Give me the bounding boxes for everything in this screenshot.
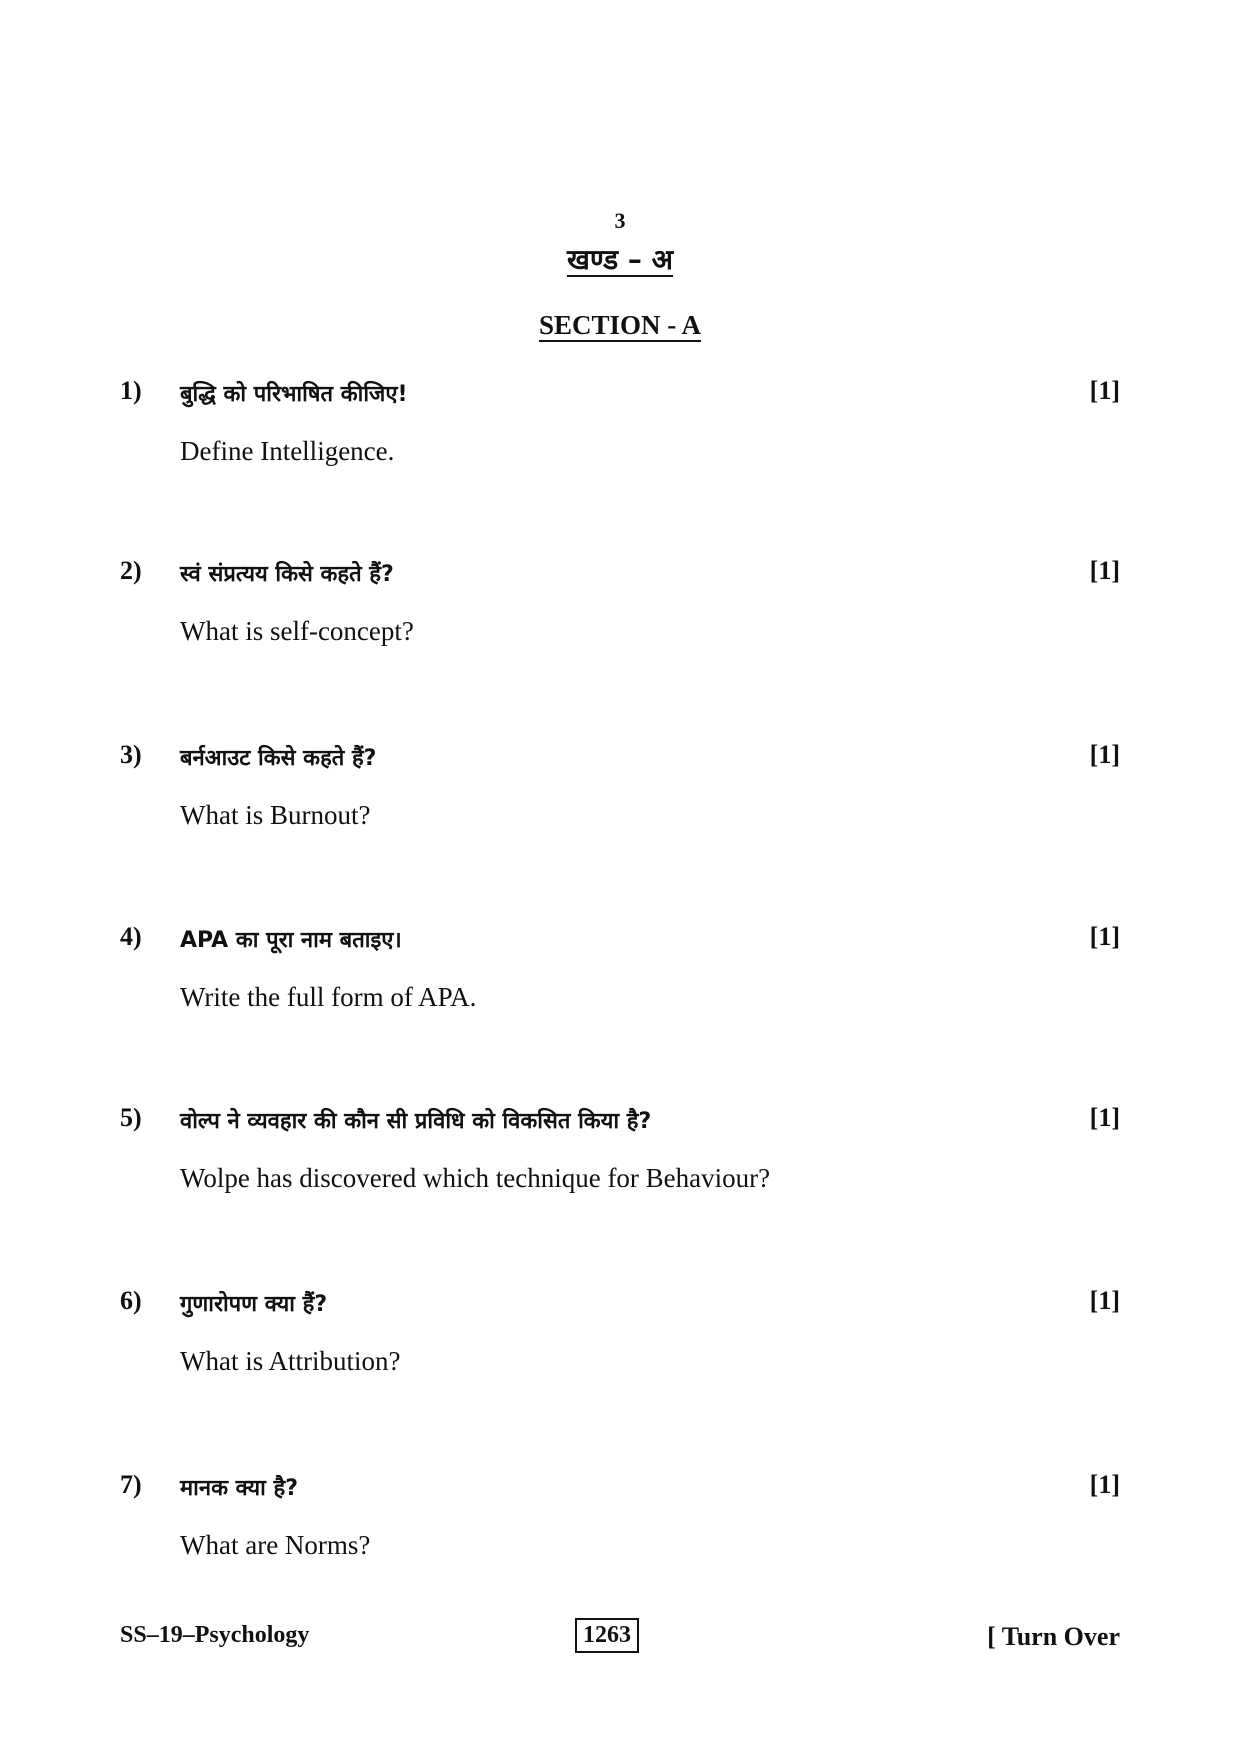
question-number: 7) [120,1470,142,1499]
question-number: 2) [120,556,142,585]
question-text-hindi: बुद्धि को परिभाषित कीजिए! [180,382,408,407]
question-number: 4) [120,922,142,951]
question-6 [120,1286,1120,1436]
question-2 [120,556,1120,706]
question-7 [120,1470,1120,1620]
question-number: 1) [120,376,142,405]
question-text-english: What is self-concept? [180,616,414,646]
question-marks: [1] [1089,740,1120,769]
question-marks: [1] [1089,1286,1120,1315]
page-number: 3 [614,208,626,233]
question-text-english: What are Norms? [180,1530,371,1560]
question-number: 5) [120,1103,142,1132]
section-heading-hindi [0,240,1240,278]
question-number: 3) [120,740,142,769]
question-3 [120,740,1120,890]
paper-code: SS–19–Psychology [120,1622,310,1648]
question-text-hindi: बर्नआउट किसे कहते हैं? [180,746,377,771]
question-5 [120,1103,1120,1253]
page-footer [120,1618,1120,1658]
question-marks: [1] [1089,922,1120,951]
section-heading [0,310,1240,341]
question-text-english: What is Attribution? [180,1346,401,1376]
question-marks: [1] [1089,556,1120,585]
question-text-english: Define Intelligence. [180,436,395,466]
section-heading-hindi-text: खण्ड – अ [566,243,674,276]
question-text-hindi: गुणारोपण क्या हैं? [180,1292,328,1317]
question-text-hindi: APA का पूरा नाम बताइए। [180,928,402,953]
question-marks: [1] [1089,376,1120,405]
turn-over-note: [ Turn Over [987,1622,1120,1651]
question-text-hindi: मानक क्या है? [180,1476,298,1501]
question-text-english: What is Burnout? [180,800,371,830]
question-text-hindi: वोल्प ने व्यवहार की कौन सी प्रविधि को विकसित किया है? [180,1109,652,1134]
question-marks: [1] [1089,1103,1120,1132]
question-text-hindi: स्वं संप्रत्यय किसे कहते हैं? [180,562,394,587]
question-1 [120,376,1120,526]
question-number: 6) [120,1286,142,1315]
section-heading-text: SECTION - A [538,310,702,340]
question-text-english: Wolpe has discovered which technique for Behaviour? [180,1163,771,1193]
question-4 [120,922,1120,1072]
paper-number-box: 1263 [575,1618,639,1653]
question-text-english: Write the full form of APA. [180,982,477,1012]
question-marks: [1] [1089,1470,1120,1499]
